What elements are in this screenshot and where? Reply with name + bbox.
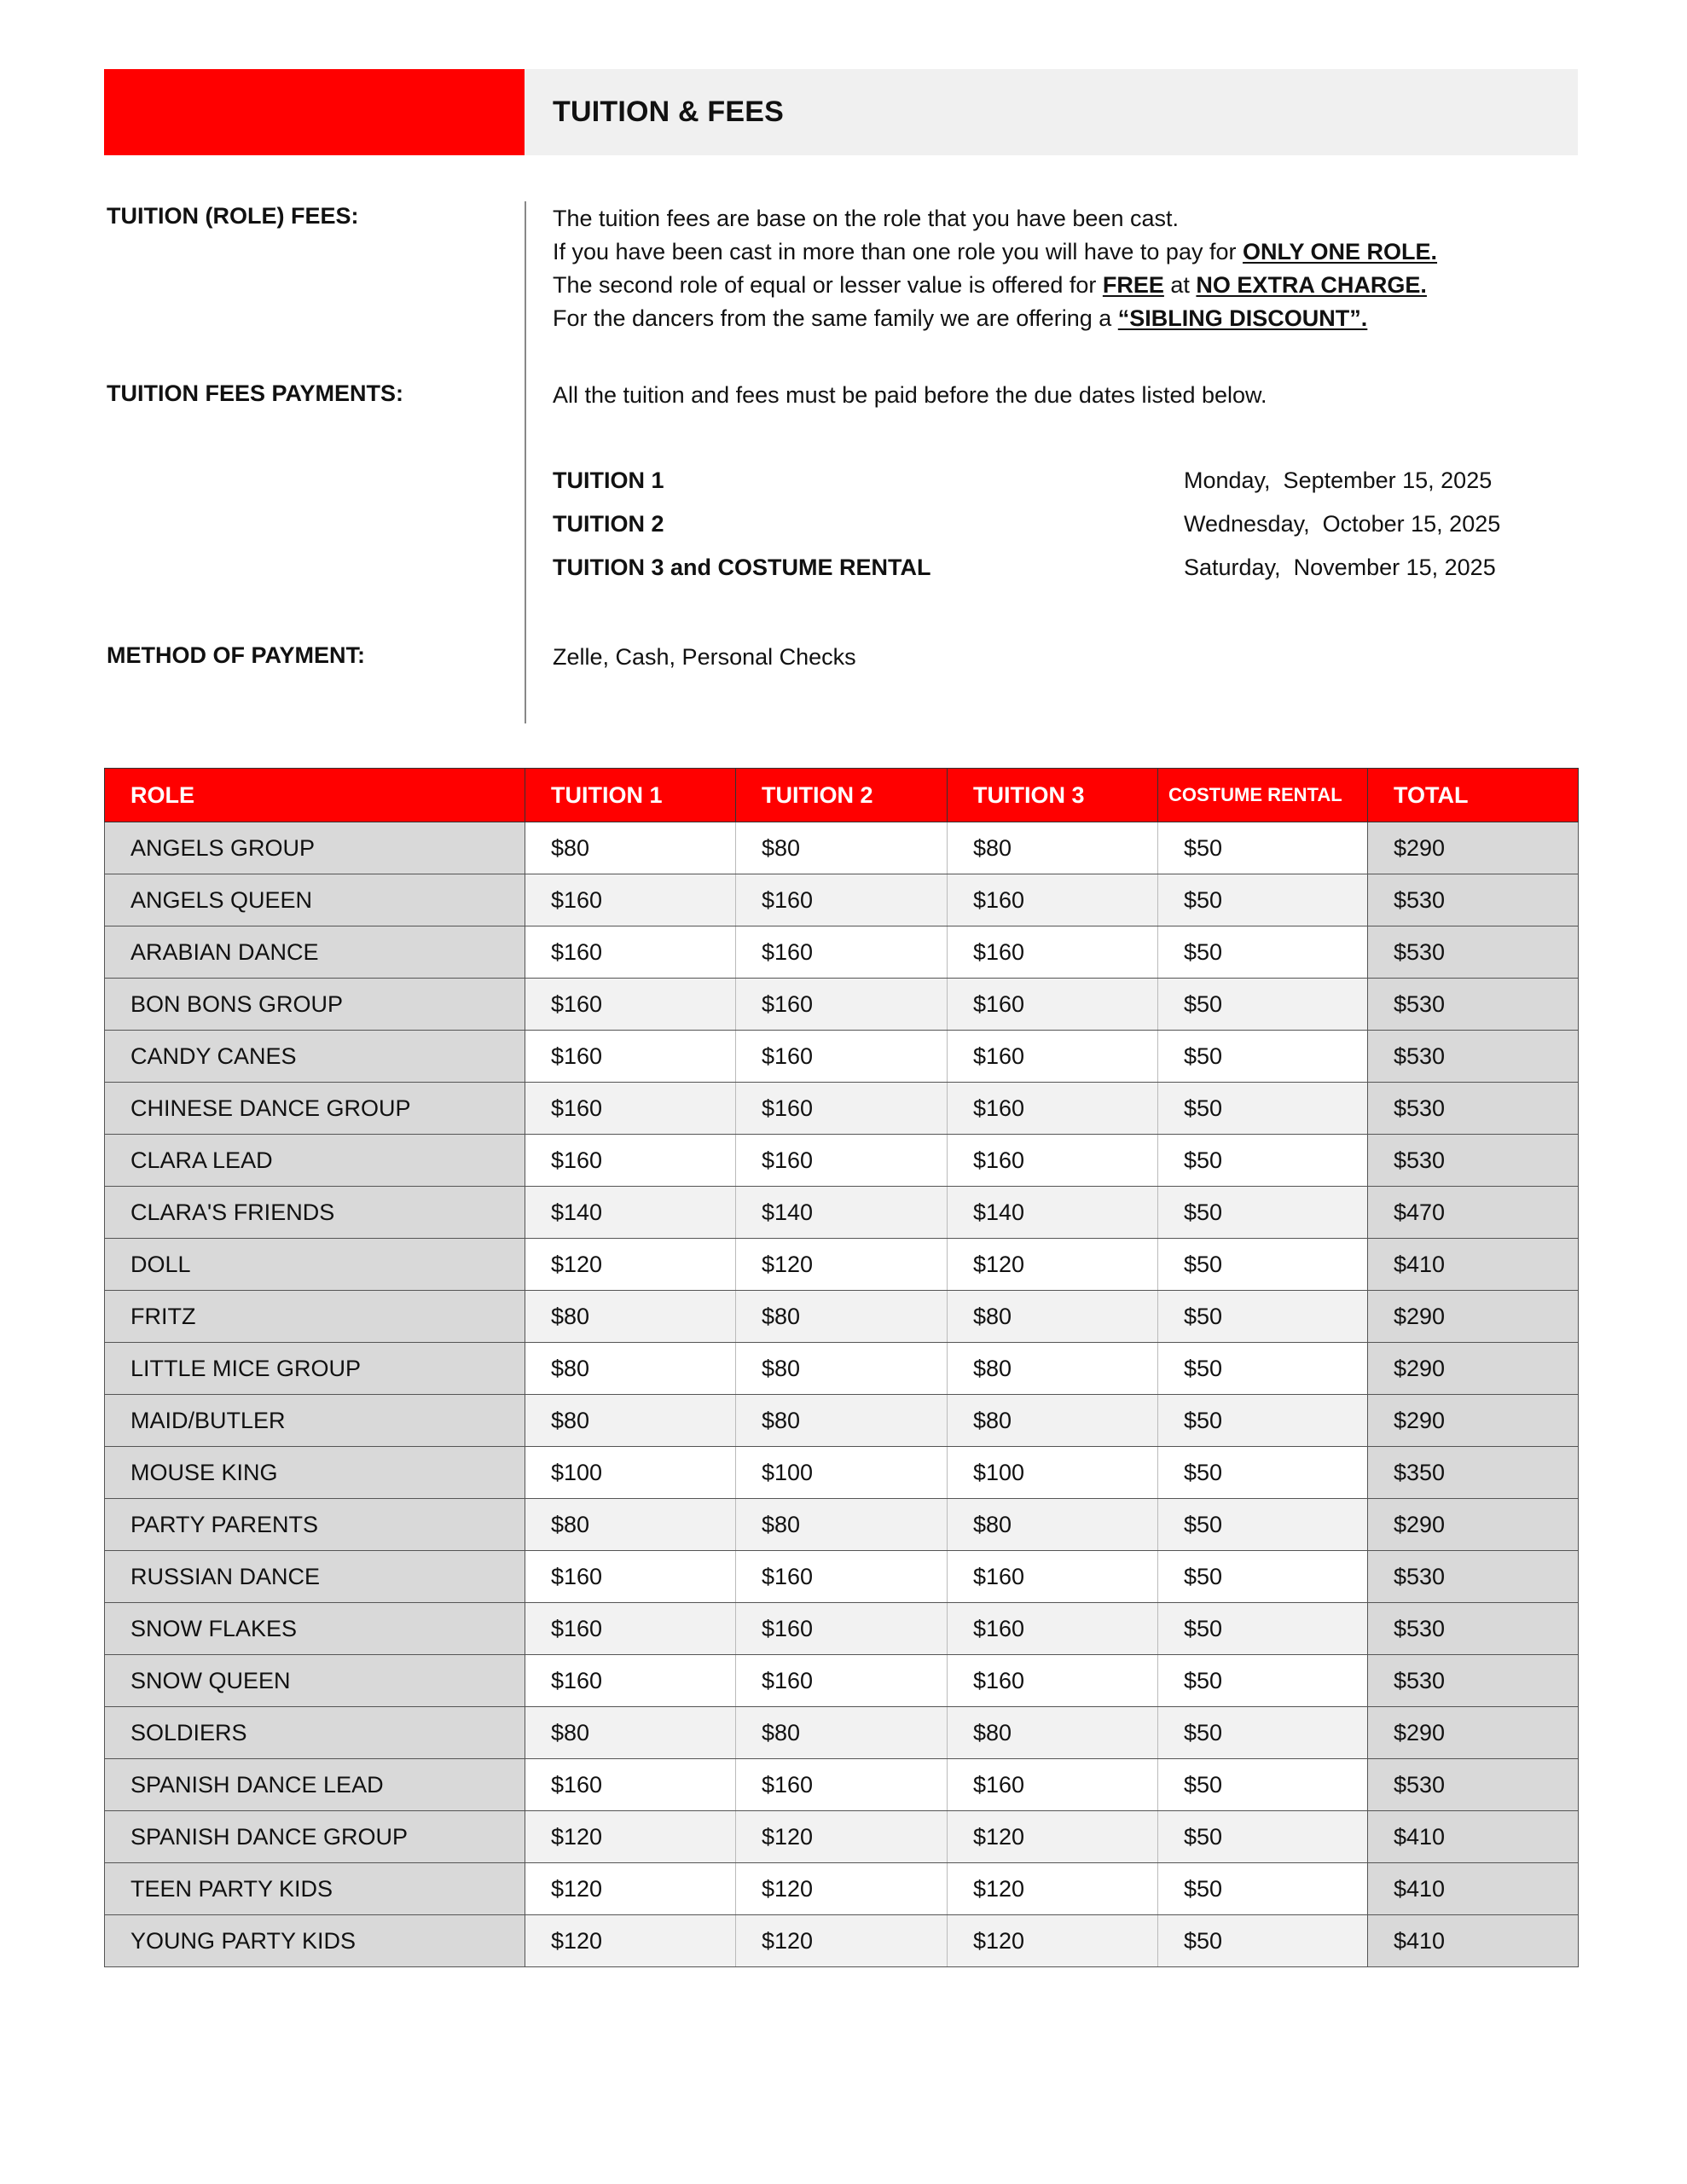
role-fees-line-4 bbox=[553, 302, 1437, 335]
total-cell: $530 bbox=[1368, 1759, 1579, 1811]
total-cell: $410 bbox=[1368, 1915, 1579, 1967]
column-header-tuition-1: TUITION 1 bbox=[525, 769, 736, 822]
costume-rental-cell: $50 bbox=[1158, 1655, 1368, 1707]
tuition-1-cell: $160 bbox=[525, 1083, 736, 1135]
table-row bbox=[105, 1291, 1579, 1343]
table-row bbox=[105, 1707, 1579, 1759]
line3-prefix: The second role of equal or lesser value is offered for bbox=[553, 272, 1103, 298]
tuition-3-cell: $80 bbox=[948, 1499, 1158, 1551]
role-fees-text bbox=[553, 202, 1437, 335]
table-row bbox=[105, 1759, 1579, 1811]
table-row bbox=[105, 1083, 1579, 1135]
tuition-2-cell: $160 bbox=[736, 1551, 948, 1603]
role-cell: MOUSE KING bbox=[105, 1447, 525, 1499]
costume-rental-cell: $50 bbox=[1158, 874, 1368, 926]
costume-rental-cell: $50 bbox=[1158, 979, 1368, 1031]
total-cell: $290 bbox=[1368, 1343, 1579, 1395]
tuition-2-cell: $120 bbox=[736, 1915, 948, 1967]
role-fees-line-1: The tuition fees are base on the role that you have been cast. bbox=[553, 206, 1179, 231]
costume-rental-cell: $50 bbox=[1158, 1031, 1368, 1083]
role-cell: BON BONS GROUP bbox=[105, 979, 525, 1031]
total-cell: $530 bbox=[1368, 979, 1579, 1031]
table-row bbox=[105, 1447, 1579, 1499]
tuition-1-cell: $100 bbox=[525, 1447, 736, 1499]
role-cell: YOUNG PARTY KIDS bbox=[105, 1915, 525, 1967]
role-cell: SPANISH DANCE GROUP bbox=[105, 1811, 525, 1863]
tuition-3-cell: $100 bbox=[948, 1447, 1158, 1499]
role-cell: ARABIAN DANCE bbox=[105, 926, 525, 979]
role-cell: SPANISH DANCE LEAD bbox=[105, 1759, 525, 1811]
tuition-2-cell: $80 bbox=[736, 1343, 948, 1395]
due-label: TUITION 3 and COSTUME RENTAL bbox=[553, 555, 931, 580]
tuition-1-cell: $140 bbox=[525, 1187, 736, 1239]
tuition-1-cell: $160 bbox=[525, 1603, 736, 1655]
table-row bbox=[105, 1863, 1579, 1915]
costume-rental-cell: $50 bbox=[1158, 1395, 1368, 1447]
tuition-2-cell: $80 bbox=[736, 1395, 948, 1447]
tuition-3-cell: $120 bbox=[948, 1239, 1158, 1291]
table-row bbox=[105, 1187, 1579, 1239]
role-fees-line-3 bbox=[553, 269, 1437, 302]
tuition-2-cell: $160 bbox=[736, 874, 948, 926]
role-cell: CANDY CANES bbox=[105, 1031, 525, 1083]
tuition-1-cell: $80 bbox=[525, 1291, 736, 1343]
total-cell: $530 bbox=[1368, 1031, 1579, 1083]
tuition-2-cell: $160 bbox=[736, 1759, 948, 1811]
only-one-role-emphasis: ONLY ONE ROLE. bbox=[1242, 239, 1438, 264]
total-cell: $530 bbox=[1368, 1083, 1579, 1135]
fees-table bbox=[104, 768, 1579, 1967]
payments-label: TUITION FEES PAYMENTS: bbox=[107, 380, 404, 406]
costume-rental-cell: $50 bbox=[1158, 1187, 1368, 1239]
costume-rental-cell: $50 bbox=[1158, 1447, 1368, 1499]
method-text: Zelle, Cash, Personal Checks bbox=[553, 644, 856, 670]
role-cell: PARTY PARENTS bbox=[105, 1499, 525, 1551]
tuition-3-cell: $160 bbox=[948, 1655, 1158, 1707]
due-date: Saturday, November 15, 2025 bbox=[1184, 555, 1496, 580]
tuition-3-cell: $80 bbox=[948, 1395, 1158, 1447]
tuition-1-cell: $120 bbox=[525, 1915, 736, 1967]
page-title: TUITION & FEES bbox=[553, 96, 785, 128]
tuition-2-cell: $160 bbox=[736, 1031, 948, 1083]
tuition-3-cell: $80 bbox=[948, 822, 1158, 874]
table-row bbox=[105, 1655, 1579, 1707]
tuition-1-cell: $80 bbox=[525, 1707, 736, 1759]
role-cell: CLARA LEAD bbox=[105, 1135, 525, 1187]
total-cell: $530 bbox=[1368, 1551, 1579, 1603]
tuition-3-cell: $160 bbox=[948, 1135, 1158, 1187]
tuition-2-cell: $100 bbox=[736, 1447, 948, 1499]
tuition-3-cell: $160 bbox=[948, 874, 1158, 926]
costume-rental-cell: $50 bbox=[1158, 1291, 1368, 1343]
column-header-tuition-2: TUITION 2 bbox=[736, 769, 948, 822]
due-date-row-2 bbox=[553, 511, 1576, 545]
total-cell: $410 bbox=[1368, 1811, 1579, 1863]
due-label: TUITION 2 bbox=[553, 511, 664, 537]
free-emphasis: FREE bbox=[1102, 272, 1164, 298]
tuition-2-cell: $120 bbox=[736, 1811, 948, 1863]
section-divider bbox=[525, 201, 526, 723]
tuition-1-cell: $160 bbox=[525, 1031, 736, 1083]
costume-rental-cell: $50 bbox=[1158, 1759, 1368, 1811]
role-cell: ANGELS QUEEN bbox=[105, 874, 525, 926]
tuition-3-cell: $160 bbox=[948, 1083, 1158, 1135]
costume-rental-cell: $50 bbox=[1158, 1239, 1368, 1291]
tuition-2-cell: $80 bbox=[736, 822, 948, 874]
role-cell: SNOW FLAKES bbox=[105, 1603, 525, 1655]
role-cell: TEEN PARTY KIDS bbox=[105, 1863, 525, 1915]
tuition-3-cell: $160 bbox=[948, 1551, 1158, 1603]
column-header-total: TOTAL bbox=[1368, 769, 1579, 822]
total-cell: $530 bbox=[1368, 874, 1579, 926]
costume-rental-cell: $50 bbox=[1158, 926, 1368, 979]
table-header-row bbox=[105, 769, 1579, 822]
tuition-1-cell: $120 bbox=[525, 1863, 736, 1915]
role-cell: DOLL bbox=[105, 1239, 525, 1291]
total-cell: $290 bbox=[1368, 1499, 1579, 1551]
total-cell: $530 bbox=[1368, 1655, 1579, 1707]
tuition-2-cell: $120 bbox=[736, 1239, 948, 1291]
tuition-1-cell: $160 bbox=[525, 1551, 736, 1603]
tuition-1-cell: $160 bbox=[525, 979, 736, 1031]
line3-mid: at bbox=[1163, 272, 1197, 298]
tuition-3-cell: $160 bbox=[948, 1759, 1158, 1811]
table-row bbox=[105, 1551, 1579, 1603]
tuition-1-cell: $120 bbox=[525, 1811, 736, 1863]
tuition-3-cell: $120 bbox=[948, 1915, 1158, 1967]
tuition-2-cell: $160 bbox=[736, 1603, 948, 1655]
costume-rental-cell: $50 bbox=[1158, 1915, 1368, 1967]
tuition-1-cell: $80 bbox=[525, 1343, 736, 1395]
header-accent-block bbox=[104, 69, 525, 155]
costume-rental-cell: $50 bbox=[1158, 1135, 1368, 1187]
role-cell: CLARA'S FRIENDS bbox=[105, 1187, 525, 1239]
tuition-3-cell: $160 bbox=[948, 1603, 1158, 1655]
total-cell: $350 bbox=[1368, 1447, 1579, 1499]
table-row bbox=[105, 1811, 1579, 1863]
costume-rental-cell: $50 bbox=[1158, 1551, 1368, 1603]
tuition-2-cell: $140 bbox=[736, 1187, 948, 1239]
tuition-1-cell: $80 bbox=[525, 1395, 736, 1447]
total-cell: $530 bbox=[1368, 1135, 1579, 1187]
column-header-role: ROLE bbox=[105, 769, 525, 822]
tuition-3-cell: $120 bbox=[948, 1863, 1158, 1915]
total-cell: $290 bbox=[1368, 822, 1579, 874]
tuition-1-cell: $160 bbox=[525, 874, 736, 926]
costume-rental-cell: $50 bbox=[1158, 1603, 1368, 1655]
costume-rental-cell: $50 bbox=[1158, 1811, 1368, 1863]
tuition-2-cell: $160 bbox=[736, 1655, 948, 1707]
table-row bbox=[105, 1343, 1579, 1395]
due-date-row-1 bbox=[553, 468, 1576, 502]
tuition-2-cell: $80 bbox=[736, 1291, 948, 1343]
tuition-3-cell: $80 bbox=[948, 1343, 1158, 1395]
tuition-2-cell: $80 bbox=[736, 1499, 948, 1551]
role-cell: FRITZ bbox=[105, 1291, 525, 1343]
role-cell: LITTLE MICE GROUP bbox=[105, 1343, 525, 1395]
costume-rental-cell: $50 bbox=[1158, 1083, 1368, 1135]
total-cell: $290 bbox=[1368, 1395, 1579, 1447]
column-header-tuition-3: TUITION 3 bbox=[948, 769, 1158, 822]
costume-rental-cell: $50 bbox=[1158, 1863, 1368, 1915]
tuition-2-cell: $160 bbox=[736, 979, 948, 1031]
costume-rental-cell: $50 bbox=[1158, 1499, 1368, 1551]
line4-prefix: For the dancers from the same family we are offering a bbox=[553, 305, 1118, 331]
role-cell: MAID/BUTLER bbox=[105, 1395, 525, 1447]
table-row bbox=[105, 1031, 1579, 1083]
table-row bbox=[105, 1395, 1579, 1447]
tuition-1-cell: $160 bbox=[525, 926, 736, 979]
table-row bbox=[105, 1135, 1579, 1187]
costume-rental-cell: $50 bbox=[1158, 1343, 1368, 1395]
table-row bbox=[105, 1603, 1579, 1655]
tuition-3-cell: $80 bbox=[948, 1707, 1158, 1759]
line2-prefix: If you have been cast in more than one role you will have to pay for bbox=[553, 239, 1243, 264]
due-date-row-3 bbox=[553, 555, 1576, 589]
role-fees-line-2 bbox=[553, 235, 1437, 269]
tuition-3-cell: $160 bbox=[948, 979, 1158, 1031]
total-cell: $290 bbox=[1368, 1707, 1579, 1759]
tuition-1-cell: $160 bbox=[525, 1135, 736, 1187]
table-row bbox=[105, 874, 1579, 926]
table-row bbox=[105, 822, 1579, 874]
tuition-1-cell: $80 bbox=[525, 822, 736, 874]
role-cell: SNOW QUEEN bbox=[105, 1655, 525, 1707]
costume-rental-cell: $50 bbox=[1158, 822, 1368, 874]
table-row bbox=[105, 926, 1579, 979]
tuition-3-cell: $140 bbox=[948, 1187, 1158, 1239]
sibling-discount-emphasis: “SIBLING DISCOUNT”. bbox=[1117, 305, 1368, 331]
tuition-1-cell: $120 bbox=[525, 1239, 736, 1291]
due-date: Monday, September 15, 2025 bbox=[1184, 468, 1493, 493]
payments-text: All the tuition and fees must be paid before the due dates listed below. bbox=[553, 382, 1267, 408]
tuition-2-cell: $120 bbox=[736, 1863, 948, 1915]
table-row bbox=[105, 979, 1579, 1031]
total-cell: $410 bbox=[1368, 1863, 1579, 1915]
role-cell: RUSSIAN DANCE bbox=[105, 1551, 525, 1603]
total-cell: $530 bbox=[1368, 1603, 1579, 1655]
role-cell: CHINESE DANCE GROUP bbox=[105, 1083, 525, 1135]
tuition-3-cell: $160 bbox=[948, 1031, 1158, 1083]
due-date: Wednesday, October 15, 2025 bbox=[1184, 511, 1501, 537]
tuition-2-cell: $160 bbox=[736, 1135, 948, 1187]
tuition-1-cell: $80 bbox=[525, 1499, 736, 1551]
tuition-2-cell: $160 bbox=[736, 1083, 948, 1135]
total-cell: $290 bbox=[1368, 1291, 1579, 1343]
table-row bbox=[105, 1239, 1579, 1291]
role-cell: ANGELS GROUP bbox=[105, 822, 525, 874]
column-header-costume-rental: COSTUME RENTAL bbox=[1158, 769, 1368, 822]
total-cell: $470 bbox=[1368, 1187, 1579, 1239]
table-row bbox=[105, 1915, 1579, 1967]
role-cell: SOLDIERS bbox=[105, 1707, 525, 1759]
tuition-1-cell: $160 bbox=[525, 1655, 736, 1707]
tuition-1-cell: $160 bbox=[525, 1759, 736, 1811]
costume-rental-cell: $50 bbox=[1158, 1707, 1368, 1759]
table-row bbox=[105, 1499, 1579, 1551]
tuition-3-cell: $120 bbox=[948, 1811, 1158, 1863]
tuition-3-cell: $80 bbox=[948, 1291, 1158, 1343]
total-cell: $530 bbox=[1368, 926, 1579, 979]
method-label: METHOD OF PAYMENT: bbox=[107, 642, 366, 668]
tuition-2-cell: $160 bbox=[736, 926, 948, 979]
header-band bbox=[104, 69, 1578, 155]
due-label: TUITION 1 bbox=[553, 468, 664, 493]
role-fees-label: TUITION (ROLE) FEES: bbox=[107, 203, 359, 229]
tuition-2-cell: $80 bbox=[736, 1707, 948, 1759]
no-extra-charge-emphasis: NO EXTRA CHARGE. bbox=[1196, 272, 1427, 298]
tuition-3-cell: $160 bbox=[948, 926, 1158, 979]
total-cell: $410 bbox=[1368, 1239, 1579, 1291]
